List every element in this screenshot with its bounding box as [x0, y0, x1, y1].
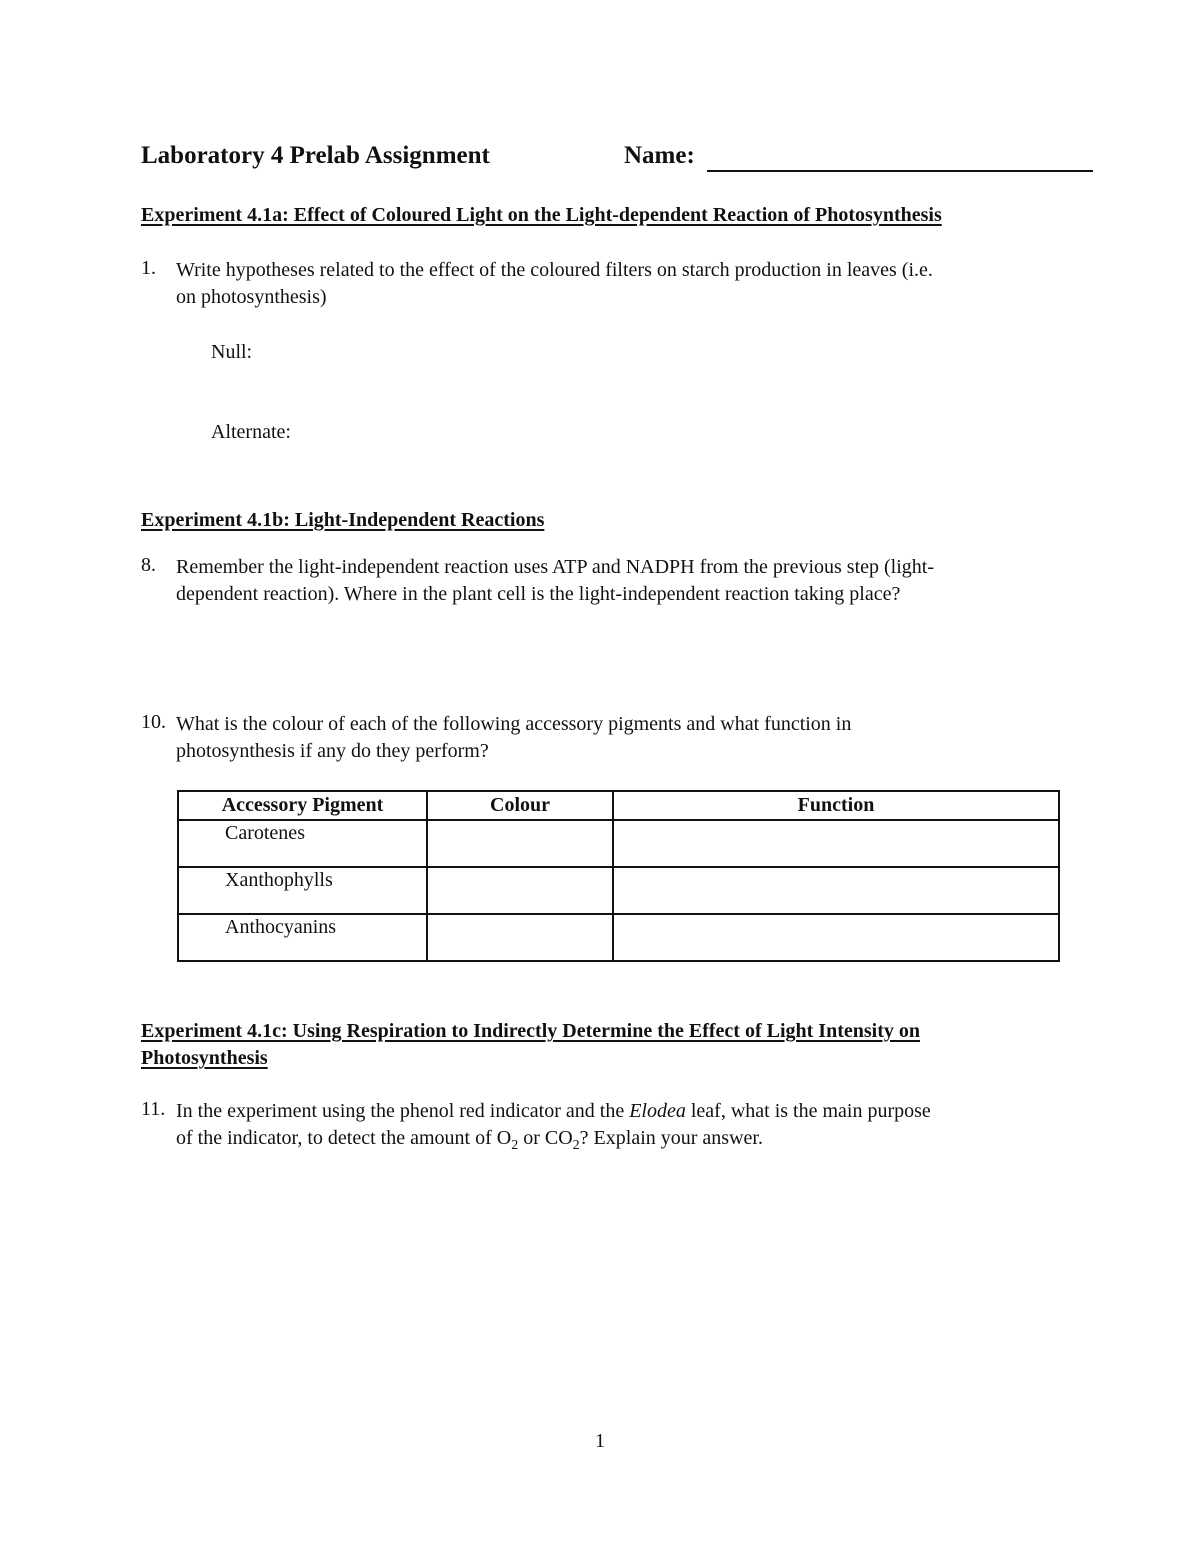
question-number-1: 1.	[141, 257, 156, 279]
table-row	[178, 914, 1059, 961]
question-1-line-1: Write hypotheses related to the effect of the coloured filters on starch production in leaves (i.e.	[176, 259, 933, 281]
pigment-name: Carotenes	[178, 820, 427, 867]
question-10-line-1: What is the colour of each of the following accessory pigments and what function in	[176, 713, 852, 735]
question-11-line-1-part-b: leaf, what is the main purpose	[685, 1100, 931, 1122]
oxygen-subscript: 2	[511, 1138, 519, 1153]
table-header-row	[178, 791, 1059, 820]
column-header-function: Function	[613, 791, 1059, 820]
colour-answer-cell[interactable]	[427, 867, 613, 914]
question-8-line-2: dependent reaction). Where in the plant cell is the light-independent reaction taking place?	[176, 583, 901, 605]
question-11-line-2-part-a: of the indicator, to detect the amount of O	[176, 1127, 512, 1149]
page-number: 1	[595, 1430, 605, 1452]
section-heading-4-1a: Experiment 4.1a: Effect of Coloured Light on the Light-dependent Reaction of Photosynthesis	[141, 204, 942, 226]
column-header-accessory-pigment: Accessory Pigment	[178, 791, 427, 820]
function-answer-cell[interactable]	[613, 914, 1059, 961]
alternate-hypothesis-label: Alternate:	[211, 421, 291, 443]
column-header-colour: Colour	[427, 791, 613, 820]
question-11-line-2-part-b: or CO	[518, 1127, 573, 1149]
null-hypothesis-label: Null:	[211, 341, 253, 363]
pigment-name: Anthocyanins	[178, 914, 427, 961]
section-heading-4-1c-line-1: Experiment 4.1c: Using Respiration to Indirectly Determine the Effect of Light Intensity on	[141, 1020, 920, 1042]
question-8-line-1: Remember the light-independent reaction uses ATP and NADPH from the previous step (light-	[176, 556, 934, 578]
question-11-text	[176, 1098, 931, 1159]
question-10-line-2: photosynthesis if any do they perform?	[176, 740, 489, 762]
colour-answer-cell[interactable]	[427, 820, 613, 867]
name-field-line[interactable]	[707, 170, 1093, 172]
name-label: Name:	[624, 142, 695, 169]
section-heading-4-1b: Experiment 4.1b: Light-Independent Reactions	[141, 509, 545, 531]
question-number-8: 8.	[141, 554, 156, 576]
pigment-name: Xanthophylls	[178, 867, 427, 914]
question-11-line-2	[176, 1125, 931, 1159]
question-number-10: 10.	[141, 711, 166, 733]
accessory-pigment-table	[177, 790, 1060, 962]
section-heading-4-1c	[141, 1018, 920, 1072]
question-11-line-2-part-c: ? Explain your answer.	[579, 1127, 763, 1149]
question-11-line-1-part-a: In the experiment using the phenol red indicator and the	[176, 1100, 630, 1122]
question-8-text	[176, 554, 934, 608]
question-1-text	[176, 257, 933, 311]
function-answer-cell[interactable]	[613, 867, 1059, 914]
table-row	[178, 867, 1059, 914]
question-1-line-2: on photosynthesis)	[176, 286, 327, 308]
question-10-text	[176, 711, 1040, 765]
function-answer-cell[interactable]	[613, 820, 1059, 867]
table-row	[178, 820, 1059, 867]
page-title: Laboratory 4 Prelab Assignment	[141, 142, 490, 169]
elodea-species-name: Elodea	[629, 1100, 686, 1122]
section-heading-4-1c-line-2: Photosynthesis	[141, 1047, 268, 1069]
colour-answer-cell[interactable]	[427, 914, 613, 961]
question-11-line-1	[176, 1098, 931, 1125]
question-number-11: 11.	[141, 1098, 166, 1120]
carbon-dioxide-subscript: 2	[572, 1138, 580, 1153]
